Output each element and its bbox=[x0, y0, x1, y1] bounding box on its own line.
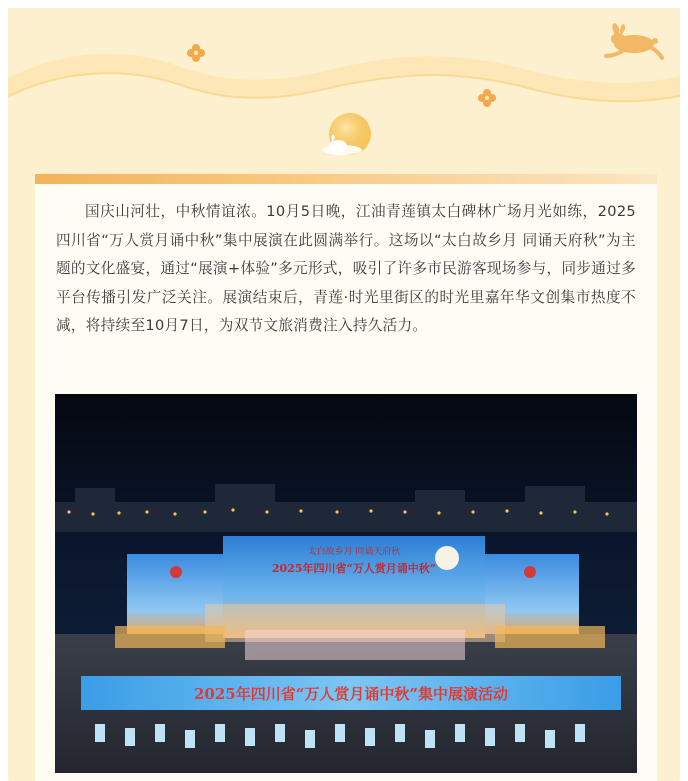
right-logo bbox=[524, 566, 536, 578]
article-paragraph: 国庆山河壮，中秋情谊浓。10月5日晚，江油青莲镇太白碑林广场月光如练，2025四川省“万人赏月诵中秋”集中展演在此圆满举行。这场以“太白故乡月 同诵天府秋”为主题的文化盛宴，通过“展演+体验”多元形式，吸引了许多市民游客现场参与，同步通过多平台传播引发广泛关注。展演结束后，青莲·时光里街区的时光里嘉年华文创集市热度不减，将持续至10月7日，为双节文旅消费注入持久活力。 bbox=[56, 203, 636, 335]
screen-moon bbox=[435, 546, 459, 570]
moon-rabbit-icon bbox=[322, 113, 371, 155]
rabbit-icon bbox=[606, 23, 662, 58]
event-photo bbox=[55, 394, 637, 773]
header-decoration bbox=[8, 8, 680, 178]
banner-text: 2025年四川省“万人赏月诵中秋”集中展演活动 bbox=[193, 685, 509, 703]
flower-icon bbox=[187, 44, 205, 62]
stage-title: 2025年四川省“万人赏月诵中秋” bbox=[271, 562, 437, 575]
article-frame bbox=[8, 8, 680, 781]
wave-line bbox=[8, 54, 680, 102]
content-card bbox=[35, 174, 657, 781]
stage-slogan: 太白故乡月 同诵天府秋 bbox=[307, 547, 401, 557]
left-logo bbox=[170, 566, 182, 578]
card-accent-bar bbox=[35, 174, 657, 184]
flower-icon-2 bbox=[478, 89, 496, 107]
